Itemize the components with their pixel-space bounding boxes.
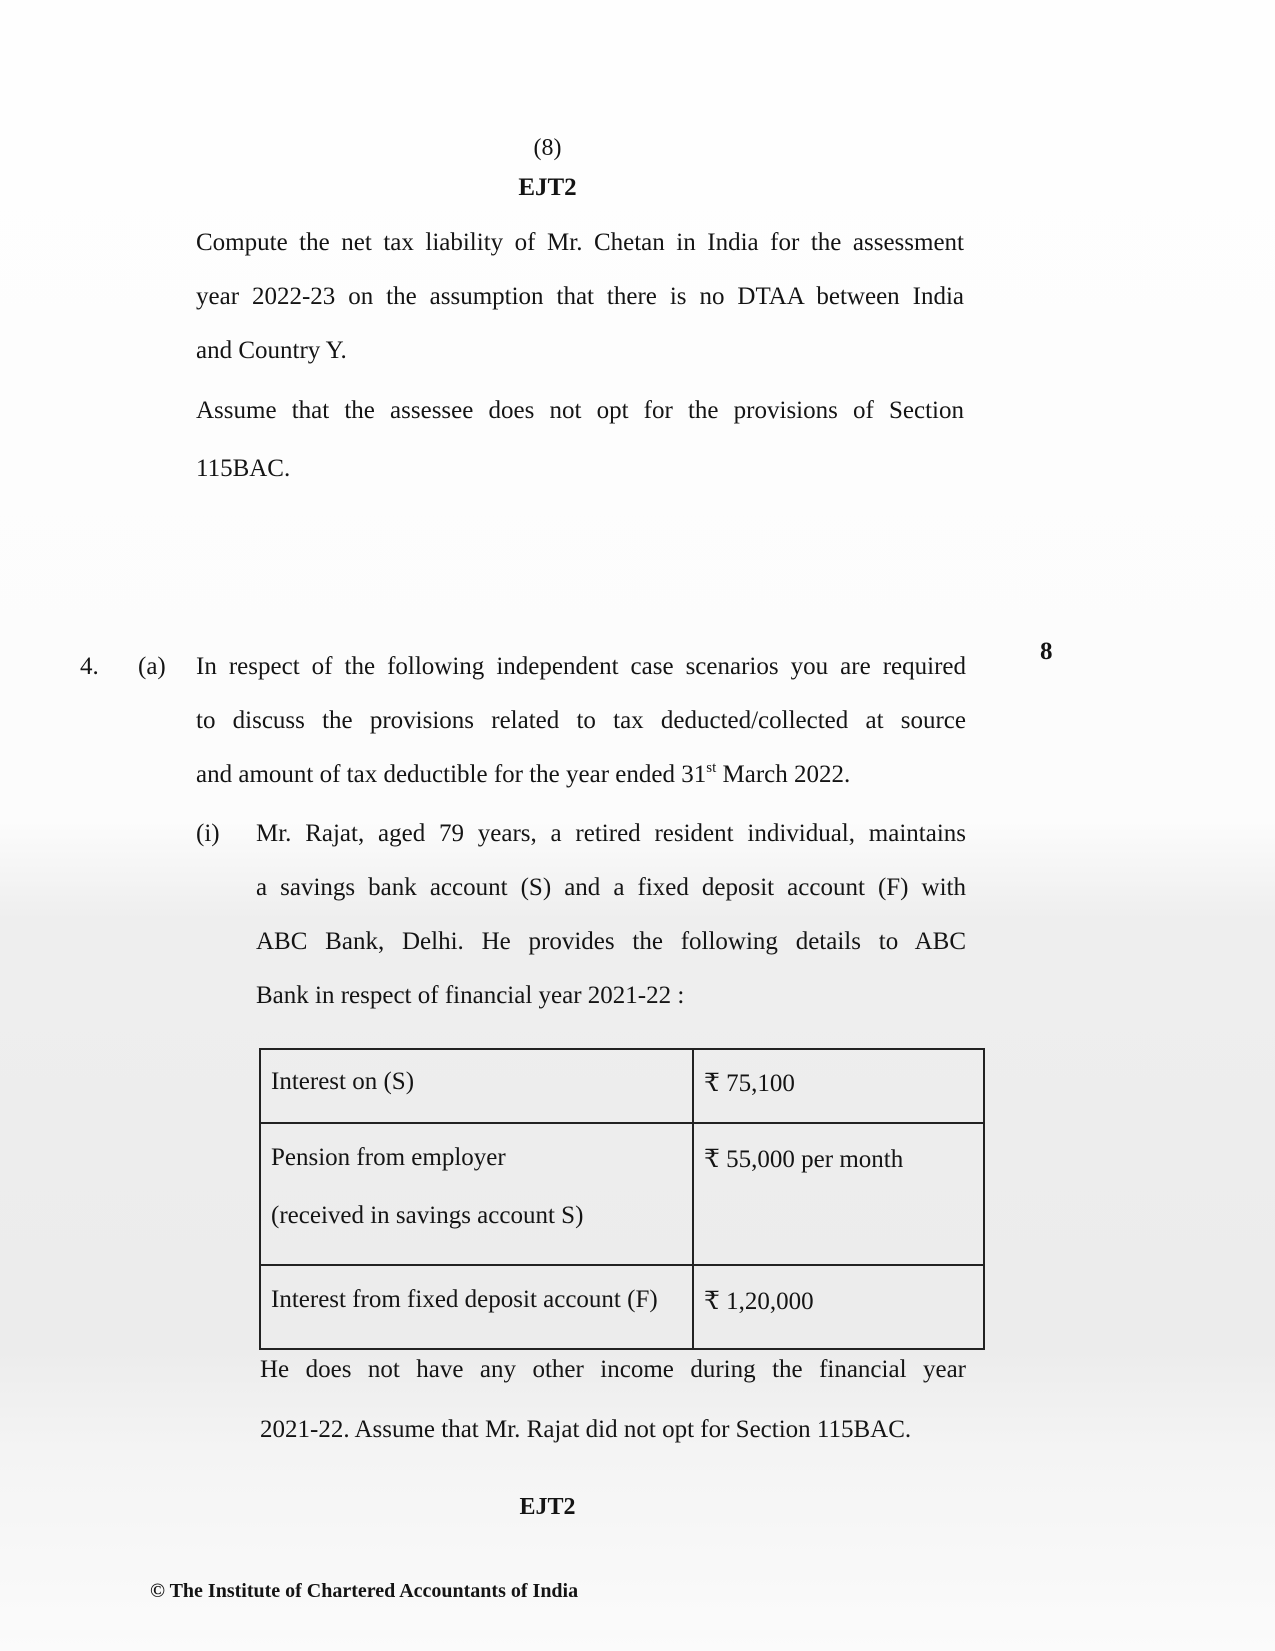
text-line: and amount of tax deductible for the year ended 31st March 2022. — [196, 760, 851, 788]
case-i-closing — [260, 1343, 966, 1457]
text-line: ABC Bank, Delhi. He provides the following details to ABC — [256, 928, 966, 955]
text-line: Bank in respect of financial year 2021-22 : — [256, 982, 685, 1009]
income-details-table — [259, 1048, 985, 1350]
question4-intro — [196, 640, 966, 802]
table-cell-value: ₹ 75,100 — [693, 1049, 984, 1123]
table-cell-label: Interest from fixed deposit account (F) — [260, 1265, 693, 1349]
table-cell-label: Pension from employer (received in savings account S) — [260, 1123, 693, 1265]
text-line: to discuss the provisions related to tax deducted/collected at source — [196, 707, 966, 734]
case-label: (i) — [196, 820, 220, 847]
text-line: He does not have any other income during the financial year — [260, 1356, 966, 1383]
text-line: In respect of the following independent case scenarios you are required — [196, 653, 966, 680]
marks-label: 8 — [1040, 638, 1053, 665]
text-line: Compute the net tax liability of Mr. Chetan in India for the assessment — [196, 229, 964, 256]
page-number: (8) — [533, 135, 562, 161]
paper-code-header: EJT2 — [518, 174, 577, 201]
table-cell-value: ₹ 1,20,000 — [693, 1265, 984, 1349]
ordinal-superscript: st — [706, 760, 717, 776]
text-line: and Country Y. — [196, 337, 347, 364]
text-line: 2021-22. Assume that Mr. Rajat did not opt for Section 115BAC. — [260, 1416, 912, 1443]
paper-code-footer: EJT2 — [519, 1494, 576, 1520]
text-line: Assume that the assessee does not opt for the provisions of Section — [196, 397, 964, 424]
question-number: 4. — [80, 653, 99, 680]
copyright-notice: © The Institute of Chartered Accountants of India — [150, 1580, 579, 1602]
question3-conclusion — [196, 216, 964, 496]
table-row — [260, 1123, 984, 1265]
question-part: (a) — [138, 653, 166, 680]
table-cell-label: Interest on (S) — [260, 1049, 693, 1123]
case-i-text — [256, 807, 966, 1023]
text-line: a savings bank account (S) and a fixed deposit account (F) with — [256, 874, 966, 901]
table-row — [260, 1265, 984, 1349]
table-row — [260, 1049, 984, 1123]
text-line: year 2022-23 on the assumption that there is no DTAA between India — [196, 283, 964, 310]
table-cell-value: ₹ 55,000 per month — [693, 1123, 984, 1265]
text-line: 115BAC. — [196, 455, 291, 482]
text-line: Mr. Rajat, aged 79 years, a retired resident individual, maintains — [256, 820, 966, 847]
